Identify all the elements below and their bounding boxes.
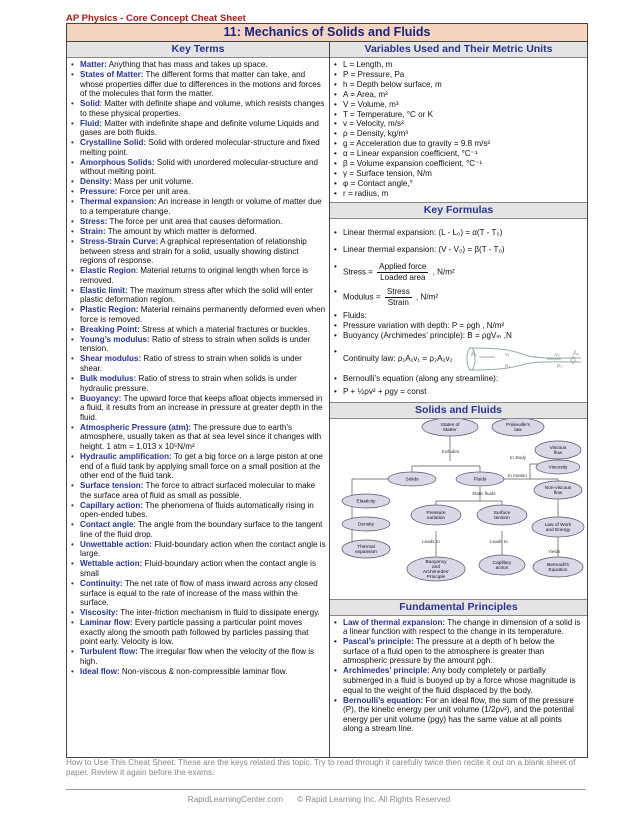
concept-node-label: Solids <box>405 477 419 483</box>
key-term-name: Solid <box>80 99 100 109</box>
variable-item: • γ = Surface tension, N/m <box>334 169 583 179</box>
concept-map-heading: Solids and Fluids <box>330 402 587 419</box>
key-term-item <box>71 647 326 666</box>
key-term-name: Viscosity: <box>80 608 119 618</box>
sheet-label: AP Physics - Core Concept Cheat Sheet <box>66 13 246 24</box>
footer-divider <box>66 789 586 790</box>
key-term-name: Fluid: <box>80 118 103 128</box>
key-term-name: Matter: <box>80 60 107 69</box>
concept-node-label: expansion <box>355 549 377 555</box>
key-term-definition: To get a big force on a large piston at one end of a fluid tank by applying small force on a small position at the other end of the fluid tank. <box>80 451 323 481</box>
concept-map-nodes <box>342 419 584 581</box>
key-term-name: Elastic Region <box>80 266 136 276</box>
key-term-definition: An increase in length or volume of matter due to a temperature change. <box>80 197 322 217</box>
key-term-name: Capillary action: <box>80 500 143 510</box>
concept-node-pressure-var <box>411 505 461 525</box>
formula-continuity <box>334 347 583 371</box>
key-term-item <box>71 335 326 354</box>
key-term-definition: Stress at which a material fractures or buckles. <box>139 324 310 334</box>
principle-name: Bernoulli’s equation: <box>343 695 424 705</box>
variable-item: • β = Volume expansion coefficient, °C⁻¹ <box>334 159 583 169</box>
principle-name: Law of thermal expansion: <box>343 617 446 627</box>
key-term-definition: The different forms that matter can take, and whose properties differ due to differences in the motions and forces of the molecules that form the matter. <box>80 69 321 99</box>
key-term-definition: Force per unit area. <box>117 187 191 197</box>
principle-definition: For an ideal flow, the sum of the pressure (P), the kinetic energy per unit volume (1/2ρv²), and the potential energy per unit volume (ρgy) has the same value at all points along a stream line. <box>343 695 574 734</box>
principle-name: Archimedes’ principle: <box>343 666 430 676</box>
principle-item <box>334 696 583 734</box>
key-term-item <box>71 187 326 197</box>
key-term-name: Pressure: <box>80 187 118 197</box>
variables-heading: Variables Used and Their Metric Units <box>330 42 587 58</box>
variable-item: • P = Pressure, Pa <box>334 70 583 80</box>
key-term-name: States of Matter: <box>80 69 144 79</box>
key-term-name: Bulk modulus: <box>80 374 137 384</box>
key-term-item <box>71 286 326 305</box>
key-term-definition: Solid with unordered molecular-structure and without melting point. <box>80 157 318 177</box>
how-to-use-note: How to Use This Cheat Sheet: These are the keys related this topic. Try to read through it carefully twice then recite it out on a blank sheet of paper. Review it again before the exams. <box>66 758 576 777</box>
key-term-name: Shear modulus: <box>80 354 142 364</box>
formula-bernoulli-eq: • P + ½ρv² + ρgy = const <box>334 387 583 397</box>
key-term-definition: Matter with indefinite shape and definite volume Liquids and gases are both fluids. <box>80 118 319 138</box>
concept-node-label: Principle <box>426 574 446 580</box>
concept-node-elasticity <box>342 494 390 508</box>
concept-node-solids <box>388 472 436 486</box>
principle-item <box>334 618 583 637</box>
concept-node-surface-tension <box>477 505 527 525</box>
concept-node-label: Density <box>358 522 374 528</box>
principle-name: Pascal’s principle: <box>343 637 414 647</box>
pipe-label-p1: ρ₁ <box>505 362 510 369</box>
key-term-name: Elastic limit: <box>80 285 128 295</box>
key-term-definition: : Material returns to original length when force is removed. <box>80 266 309 285</box>
variable-item: • φ = Contact angle,° <box>334 179 583 189</box>
key-term-definition: Every particle passing a particular point moves exactly along the smooth path followed by particles passing that point early. Velocity is low. <box>80 618 309 647</box>
concept-node-fluids <box>456 472 504 486</box>
formulas-heading: Key Formulas <box>330 202 587 219</box>
key-term-definition: The net rate of flow of mass inward across any closed surface is equal to the rate of increase of the mass within the surface. <box>80 579 318 608</box>
key-term-name: Density: <box>80 177 112 187</box>
key-terms-heading: Key Terms <box>67 42 329 58</box>
concept-node-label: Law of Work <box>544 522 572 528</box>
concept-node-states <box>422 419 478 436</box>
key-term-definition: Ratio of stress to strain when solids is under tension. <box>80 334 311 354</box>
key-term-item <box>71 374 326 393</box>
key-term-item <box>71 217 326 227</box>
variable-item: • L = Length, m <box>334 60 583 70</box>
concept-node-label: Viscosity <box>548 465 568 471</box>
stress-numerator: Applied force <box>379 261 427 271</box>
stress-unit: , N/m² <box>432 267 455 277</box>
key-term-definition: The maximum stress after which the solid will enter plastic deformation region. <box>80 285 313 305</box>
pipe-label-v2: v₂ <box>555 351 560 358</box>
key-term-item <box>71 158 326 177</box>
key-term-definition: Material remains permanently deformed even when force is removed. <box>80 305 326 324</box>
concept-node-thermal <box>342 540 390 558</box>
key-term-item <box>71 423 326 452</box>
key-term-definition: : The angle from the boundary surface to the tangent line of the fluid drop. <box>80 520 323 539</box>
variable-item: • V = Volume, m³ <box>334 100 583 110</box>
key-terms-list <box>67 58 329 677</box>
key-term-definition: The pressure due to earth’s atmosphere, usually taken as that at sea level since it changes with height. 1 atm = 1.013 x 10⁵N/m² <box>80 422 322 451</box>
formula-stress <box>334 262 583 283</box>
key-term-definition: Solid with ordered molecular-structure and fixed melting point. <box>80 138 320 157</box>
key-term-definition: The upward force that keeps afloat objects immersed in a fluid, it results from an increase in pressure at greater depth in the fluid. <box>80 393 323 422</box>
key-term-item <box>71 540 326 559</box>
key-term-item <box>71 501 326 520</box>
key-term-definition: : Matter with definite shape and volume, which resists changes to these physical properties. <box>80 99 325 118</box>
key-term-name: Atmospheric Pressure (atm): <box>80 422 192 432</box>
key-term-name: Contact angle <box>80 520 134 530</box>
formula-pressure-depth: • Pressure variation with depth: P = ρgh , N/m² <box>334 321 583 331</box>
pipe-label-p2: ρ₂ <box>557 362 563 369</box>
concept-node-label: action <box>495 565 509 571</box>
principles-heading: Fundamental Principles <box>330 599 587 616</box>
formulas-block <box>330 219 587 402</box>
principle-item <box>334 637 583 666</box>
key-term-definition: A graphical representation of relationship between stress and strain for a solid, usually showing distinct regions of response. <box>80 236 307 266</box>
key-term-name: Ideal flow: <box>80 666 120 676</box>
concept-node-poiseuille <box>492 419 544 436</box>
variable-item: • A = Area, m² <box>334 90 583 100</box>
concept-node-label: Elasticity <box>356 499 376 505</box>
formula-bernoulli-label: • Bernoulli’s equation (along any streamline): <box>334 374 583 384</box>
key-term-definition: The force per unit area that causes deformation. <box>107 217 283 227</box>
concept-node-label: Matter <box>443 427 457 433</box>
formula-volume: • Linear thermal expansion: (V - V₀) = β(T - T₀) <box>334 245 583 255</box>
concept-node-label: Archimedes' <box>422 569 450 575</box>
key-term-item <box>71 99 326 118</box>
concept-node-label: and Energy <box>545 527 571 533</box>
formula-linear: • Linear thermal expansion: (L - L₀) = α(T - T₀) <box>334 228 583 238</box>
key-term-item <box>71 481 326 500</box>
continuity-text: Continuity law: ρ₁A₁v₁ = ρ₂A₂v₂ <box>343 353 453 363</box>
modulus-prefix: Modulus = <box>343 292 381 302</box>
key-term-name: Breaking Point: <box>80 324 140 334</box>
modulus-unit: , N/m² <box>416 292 439 302</box>
content-frame <box>66 23 588 758</box>
concept-node-label: and <box>431 564 441 570</box>
principle-item <box>334 666 583 695</box>
key-term-definition: The inter-friction mechanism in fluid to dissipate energy. <box>118 608 320 618</box>
modulus-fraction <box>385 287 412 308</box>
key-term-item <box>71 266 326 285</box>
key-term-definition: The amount by which matter is deformed. <box>105 227 257 236</box>
concept-node-label: Thermal <box>357 544 375 550</box>
key-term-definition: The force to attract surfaced molecular to make the surface area of fluid as small as possible. <box>80 481 316 500</box>
stress-fraction <box>377 262 428 283</box>
principle-definition: Any body completely or partially submerged in a fluid is buoyed up by a force whose magnitude is equal to the weight of the fluid displaced by the body. <box>343 666 576 695</box>
key-term-definition: Anything that has mass and takes up space. <box>106 60 268 69</box>
key-term-definition: Fluid-boundary action when the contact angle is small <box>80 559 317 579</box>
footer-copyright: © Rapid Learning Inc. All Rights Reserved <box>297 795 451 804</box>
key-term-item <box>71 177 326 187</box>
formula-fluids-label: • Fluids: <box>334 311 583 321</box>
key-term-item <box>71 608 326 618</box>
concept-node-label: Viscous <box>549 445 567 451</box>
key-term-item <box>71 237 326 266</box>
key-term-definition: The phenomena of fluids automatically rising in open-ended tubes. <box>80 500 314 520</box>
concept-node-viscosity <box>536 460 580 474</box>
concept-node-buoyancy <box>407 557 465 581</box>
concept-node-non-viscous <box>534 481 582 499</box>
concept-node-label: Capillary <box>492 560 512 566</box>
key-term-name: Amorphous Solids: <box>80 157 155 167</box>
key-term-name: Unwettable action: <box>80 539 152 549</box>
variable-item: • T = Temperature, °C or K <box>334 110 583 120</box>
stress-prefix: Stress = <box>343 267 373 277</box>
pipe-label-a2: A₂ <box>573 350 580 357</box>
key-term-item <box>71 70 326 99</box>
concept-map-svg <box>330 419 587 599</box>
principles-list <box>330 616 587 734</box>
concept-node-density <box>342 517 390 531</box>
key-term-definition: Ratio of stress to strain when solids is under shear. <box>80 354 302 374</box>
variable-item: • r = radius, m <box>334 189 583 199</box>
left-column <box>67 42 330 757</box>
formula-buoyancy: • Buoyancy (Archimedes’ principle): B = ρgVₘ ,N <box>334 331 583 341</box>
edge-in-study: In study <box>510 454 527 460</box>
variable-item: • α = Linear expansion coefficient, °C⁻¹ <box>334 149 583 159</box>
key-term-item <box>71 119 326 138</box>
key-term-item <box>71 305 326 324</box>
key-term-definition: Non-viscous & non-compressible laminar flow. <box>119 666 288 676</box>
variable-item: • v = Velocity, m/s² <box>334 119 583 129</box>
key-term-name: Buoyancy: <box>80 393 122 403</box>
key-term-item <box>71 452 326 481</box>
key-term-item <box>71 325 326 335</box>
key-term-name: Surface tension: <box>80 481 144 491</box>
edge-leads-to-2: Leads to <box>490 538 508 544</box>
key-term-item <box>71 197 326 216</box>
key-term-name: Wettable action: <box>80 559 143 569</box>
concept-map <box>330 419 587 599</box>
key-term-item <box>71 354 326 373</box>
key-term-name: Turbulent flow: <box>80 647 138 657</box>
key-term-definition: Mass per unit volume. <box>111 177 194 187</box>
right-column <box>330 42 587 757</box>
concept-node-label: Poiseuille's <box>506 422 530 428</box>
concept-node-label: law <box>514 427 522 433</box>
key-term-name: Crystalline Solid: <box>80 138 147 148</box>
concept-node-label: tension <box>494 515 510 521</box>
key-term-definition: The irregular flow when the velocity of the flow is high. <box>80 647 315 666</box>
variables-list <box>330 58 587 199</box>
stress-denominator: Loaded area <box>380 272 426 282</box>
modulus-numerator: Stress <box>386 286 410 296</box>
concept-node-label: Equation <box>548 567 568 573</box>
key-term-name: Plastic Region: <box>80 305 139 315</box>
key-term-item <box>71 667 326 677</box>
footer <box>0 795 638 804</box>
concept-node-label: variation <box>426 515 446 521</box>
key-term-name: Young’s modulus: <box>80 334 150 344</box>
edge-static-fluids: Static fluids <box>472 490 496 496</box>
key-term-definition: Ratio of stress to strain when solids is under hydraulic pressure. <box>80 374 297 393</box>
key-term-name: Stress-Strain Curve: <box>80 236 159 246</box>
edge-leads-to-1: Leads to <box>422 538 440 544</box>
key-term-name: Laminar flow: <box>80 618 133 628</box>
key-term-item <box>71 138 326 157</box>
concept-node-viscous <box>535 441 581 459</box>
key-term-item <box>71 579 326 608</box>
concept-node-label: Surface <box>493 510 511 516</box>
pipe-diagram <box>465 345 583 373</box>
pipe-bottom-edge <box>469 362 581 370</box>
key-term-item <box>71 559 326 578</box>
edge-includes: Includes <box>442 448 460 454</box>
concept-node-label: flow <box>553 490 563 496</box>
variable-item: • h = Depth below surface, m <box>334 80 583 90</box>
formula-modulus <box>334 287 583 308</box>
key-term-name: Stress: <box>80 217 108 227</box>
concept-node-label: Non-viscous <box>544 485 572 491</box>
key-term-name: Hydraulic amplification: <box>80 451 172 461</box>
key-term-name: Continuity: <box>80 579 123 589</box>
key-term-item <box>71 227 326 237</box>
concept-node-conservation <box>532 517 584 537</box>
key-term-name: Thermal expansion: <box>80 197 157 207</box>
edge-in-motion: In motion <box>508 472 527 478</box>
concept-node-bernoulli <box>533 557 583 577</box>
pipe-label-a1: A₁ <box>471 351 478 358</box>
principle-definition: The pressure at a depth of h below the surface of a fluid open to the atmosphere is greater than atmospheric pressure by the amount ρgh. <box>343 637 555 666</box>
footer-site[interactable]: RapidLearningCenter.com <box>187 795 283 804</box>
edge-yields: Yields <box>548 548 561 554</box>
key-term-item <box>71 60 326 70</box>
key-term-item <box>71 394 326 423</box>
variable-item: • g = Acceleration due to gravity = 9.8 m/s² <box>334 139 583 149</box>
key-term-item <box>71 520 326 539</box>
variable-item: • ρ = Density, kg/m³ <box>334 129 583 139</box>
concept-node-label: Buoyancy <box>425 559 447 565</box>
concept-node-capillary <box>479 555 525 575</box>
key-term-definition: Fluid-boundary action when the contact angle is large. <box>80 539 326 559</box>
key-term-item <box>71 618 326 647</box>
pipe-label-v1: v₁ <box>505 351 510 358</box>
modulus-denominator: Strain <box>387 297 409 307</box>
page-title: 11: Mechanics of Solids and Fluids <box>67 24 587 42</box>
concept-node-label: flow <box>553 450 563 456</box>
key-term-name: Strain: <box>80 227 106 236</box>
concept-node-label: Pressure <box>426 510 446 516</box>
concept-node-label: Fluids <box>473 477 487 483</box>
concept-node-label: Bernoulli's <box>547 562 569 568</box>
principle-definition: The change in dimension of a solid is a linear function with respect to the change in its temperature. <box>343 617 581 637</box>
concept-node-label: States of <box>440 422 460 428</box>
